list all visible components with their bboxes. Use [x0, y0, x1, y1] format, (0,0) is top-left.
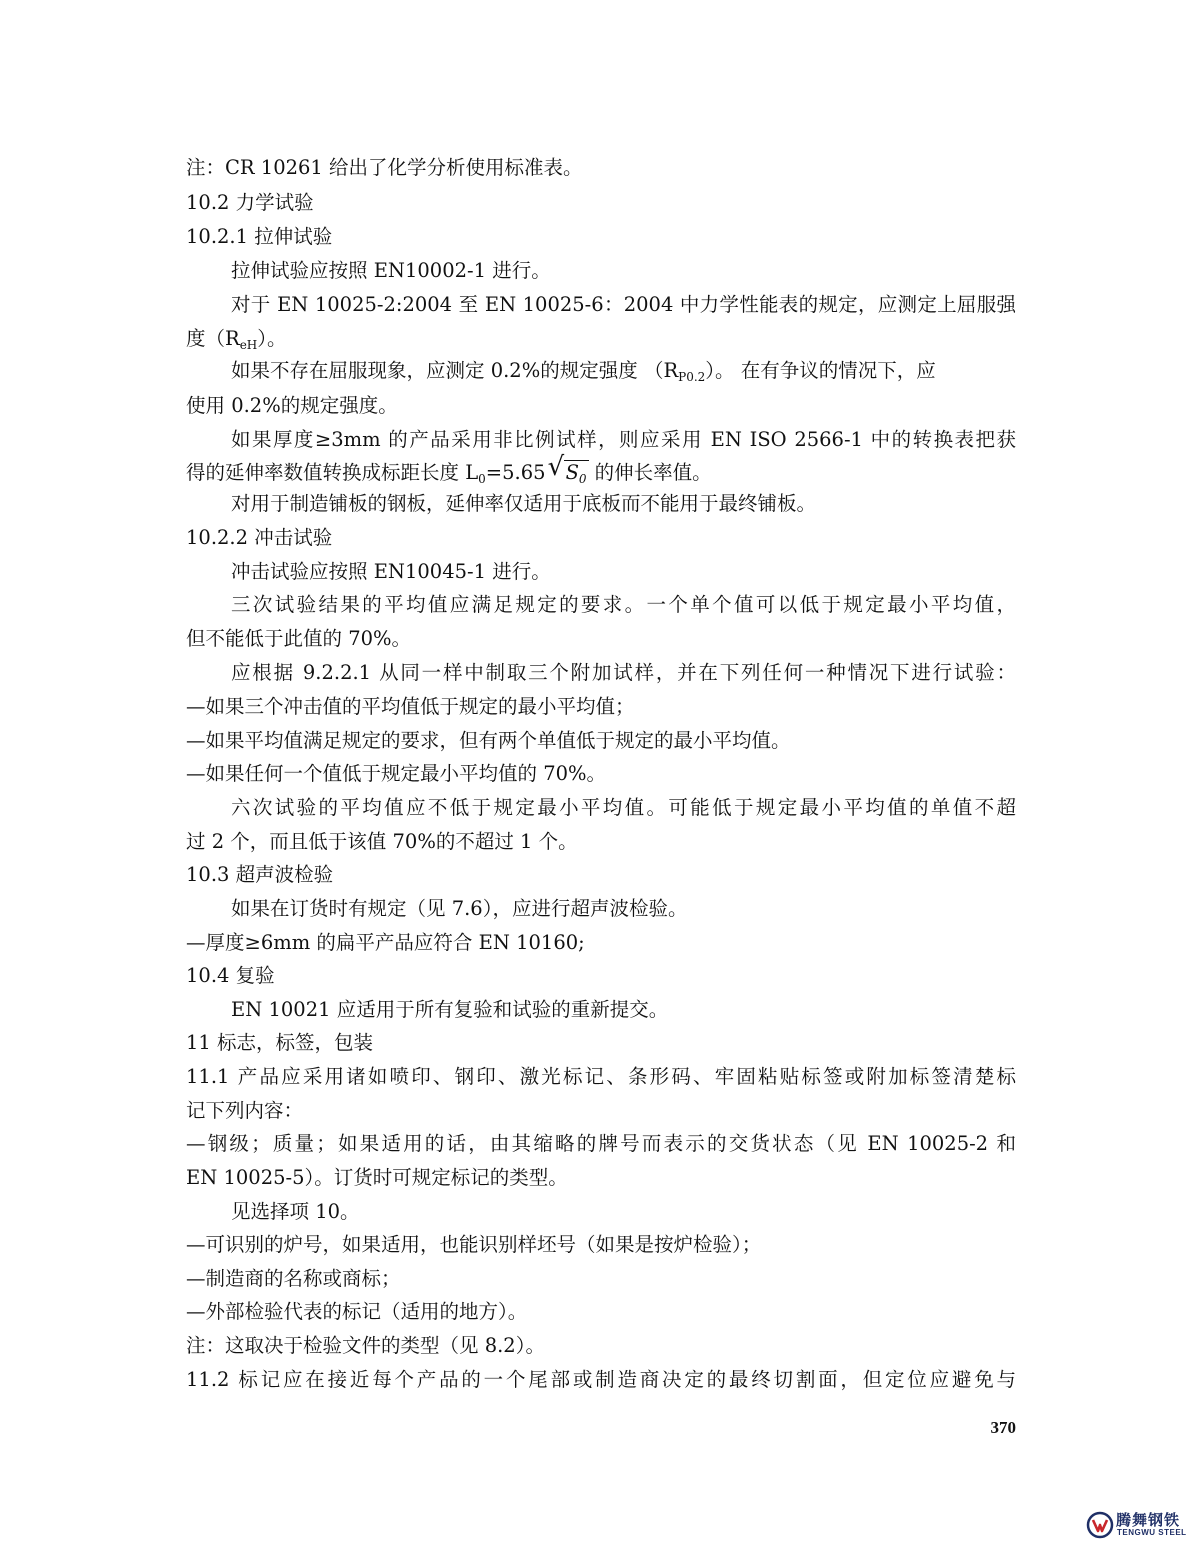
heading-10-2-2: 10.2.2 冲击试验 [186, 526, 333, 549]
subscript-p02: P0.2 [678, 370, 706, 384]
paragraph-line: 但不能低于此值的 70%。 [186, 627, 412, 650]
paragraph-line: 对用于制造铺板的钢板，延伸率仅适用于底板而不能用于最终铺板。 [231, 492, 817, 515]
paragraph-line: 三次试验结果的平均值应满足规定的要求。一个单个值可以低于规定最小平均值， [231, 593, 1016, 616]
list-item: —如果平均值满足规定的要求，但有两个单值低于规定的最小平均值。 [186, 729, 791, 752]
paragraph-line: EN 10025-5）。订货时可规定标记的类型。 [186, 1166, 568, 1189]
sqrt-formula: √ $S_0$ [547, 452, 587, 486]
list-item: —钢级；质量；如果适用的话，由其缩略的牌号而表示的交货状态（见 EN 10025-2 和 [186, 1132, 1016, 1155]
paragraph-line: 11.2 标记应在接近每个产品的一个尾部或制造商决定的最终切割面，但定位应避免与 [186, 1368, 1016, 1391]
paragraph-line: 使用 0.2%的规定强度。 [186, 394, 398, 417]
logo-name-en: TENGWU STEEL [1117, 1528, 1187, 1537]
paragraph-line: EN 10021 应适用于所有复验和试验的重新提交。 [231, 998, 669, 1021]
paragraph-line: 过 2 个，而且低于该值 70%的不超过 1 个。 [186, 830, 578, 853]
subscript-l0: 0 [478, 472, 486, 486]
subscript-eh: eH [239, 338, 258, 352]
list-item: —可识别的炉号，如果适用，也能识别样坯号（如果是按炉检验）； [186, 1233, 762, 1256]
heading-10-3: 10.3 超声波检验 [186, 863, 334, 886]
logo-name-cn: 腾舞钢铁 [1116, 1511, 1181, 1529]
paragraph-line: 六次试验的平均值应不低于规定最小平均值。可能低于规定最小平均值的单值不超 [231, 796, 1016, 819]
heading-10-4: 10.4 复验 [186, 964, 275, 987]
list-item: —制造商的名称或商标； [186, 1267, 401, 1290]
paragraph-line: 度$(R_{eH})$。 [186, 327, 287, 352]
paragraph-line: 冲击试验应按照 EN10045-1 进行。 [231, 560, 551, 583]
paragraph-line: 应根据 9.2.2.1 从同一样中制取三个附加试样，并在下列任何一种情况下进行试验： [231, 661, 1016, 684]
list-item: —如果任何一个值低于规定最小平均值的 70%。 [186, 762, 607, 785]
list-item: —外部检验代表的标记（适用的地方）。 [186, 1300, 528, 1323]
brand-logo [1086, 1509, 1192, 1541]
heading-10-2-1: 10.2.1 拉伸试验 [186, 225, 333, 248]
tengwu-logo-icon [1086, 1511, 1114, 1539]
paragraph-line: 得的延伸率数值转换成标距长度 $L_0=5.65$ √ $S_0$ 的伸长率值。 [186, 456, 1016, 496]
paragraph-line: 拉伸试验应按照 EN10002-1 进行。 [231, 259, 551, 282]
heading-10-2: 10.2 力学试验 [186, 191, 314, 214]
page-number: 370 [990, 1418, 1016, 1437]
paragraph-line: 如果不存在屈服现象，应测定 0.2%的规定强度 $(R_{P0.2})$。 在有争议的情况下，应 [231, 359, 936, 384]
paragraph-line: 记下列内容： [186, 1099, 304, 1122]
paragraph-line: 见选择项 10。 [231, 1200, 360, 1223]
paragraph-line: 对于 EN 10025-2:2004 至 EN 10025-6：2004 中力学性能表的规定，应测定上屈服强 [231, 293, 1016, 316]
paragraph-line: 如果在订货时有规定（见 7.6），应进行超声波检验。 [231, 897, 688, 920]
sqrt-symbol: √ [547, 452, 565, 482]
subscript-s0: 0 [578, 472, 587, 486]
paragraph-line: 11.1 产品应采用诸如喷印、钢印、激光标记、条形码、牢固粘贴标签或附加标签清楚标 [186, 1065, 1016, 1088]
list-item: —如果三个冲击值的平均值低于规定的最小平均值； [186, 695, 635, 718]
heading-11: 11 标志，标签，包装 [186, 1031, 374, 1054]
note-inspection-document: 注：这取决于检验文件的类型（见 8.2）。 [186, 1334, 545, 1357]
list-item: —厚度≥6mm 的扁平产品应符合 EN 10160; [186, 931, 585, 954]
paragraph-line: 如果厚度≥3mm 的产品采用非比例试样，则应采用 EN ISO 2566-1 中的转换表把获 [231, 428, 1016, 451]
note-chemical-analysis: 注：CR 10261 给出了化学分析使用标准表。 [186, 156, 583, 179]
